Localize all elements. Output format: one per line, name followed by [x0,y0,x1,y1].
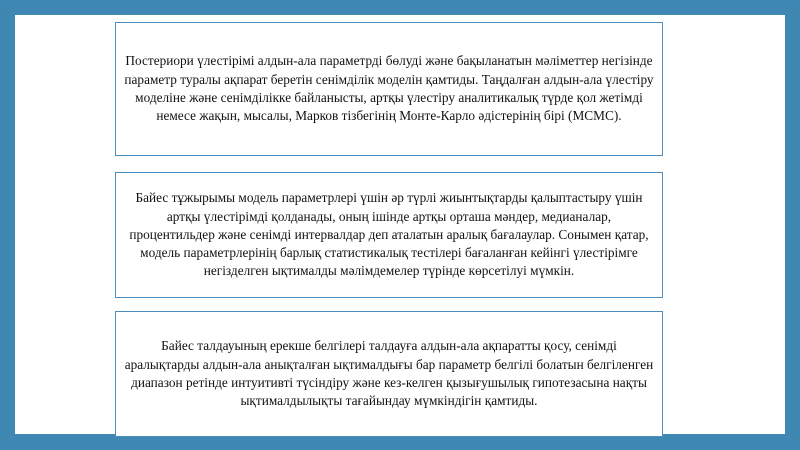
text-block-bayes-inference [115,172,663,298]
text-block-content: Байес тұжырымы модель параметрлері үшін әр түрлі жиынтықтарды қалыптастыру үшін артқы үлестірімді қолданады, оның ішінде артқы орташа мәндер, медианалар, процентильдер және сенімді интервалдар деп аталатын аралық бағалаулар. Сонымен қатар, модель параметрлерінің барлық статистикалық тестілері бағаланған кейінгі үлестірімге негізделген ықтималды мәлімдемелер түрінде көрсетілуі мүмкін. [129,190,649,279]
text-block-content: Постериори үлестірімі алдын-ала параметрді бөлуді және бақыланатын мәліметтер негізінде параметр туралы ақпарат беретін сенімділік моделін қамтиды. Таңдалған алдын-ала үлестіру моделіне және сенімділікке байланысты, артқы үлестіру аналитикалық түрде қол жетімді немесе жақын, мысалы, Марков тізбегінің Монте-Карло әдістерінің бірі (MCMC). [124,53,654,124]
text-block-bayes-features [115,311,663,437]
text-block-content: Байес талдауының ерекше белгілері талдауға алдын-ала ақпаратты қосу, сенімді аралықтарды алдын-ала анықталған ықтималдығы бар параметр белгілі болатын белгіленген диапазон ретінде интуитивті түсіндіру және кез-келген қызығушылық гипотезасына нақты ықтималдылықты тағайындау мүмкіндігін қамтиды. [124,338,654,409]
text-block-posterior [115,22,663,156]
